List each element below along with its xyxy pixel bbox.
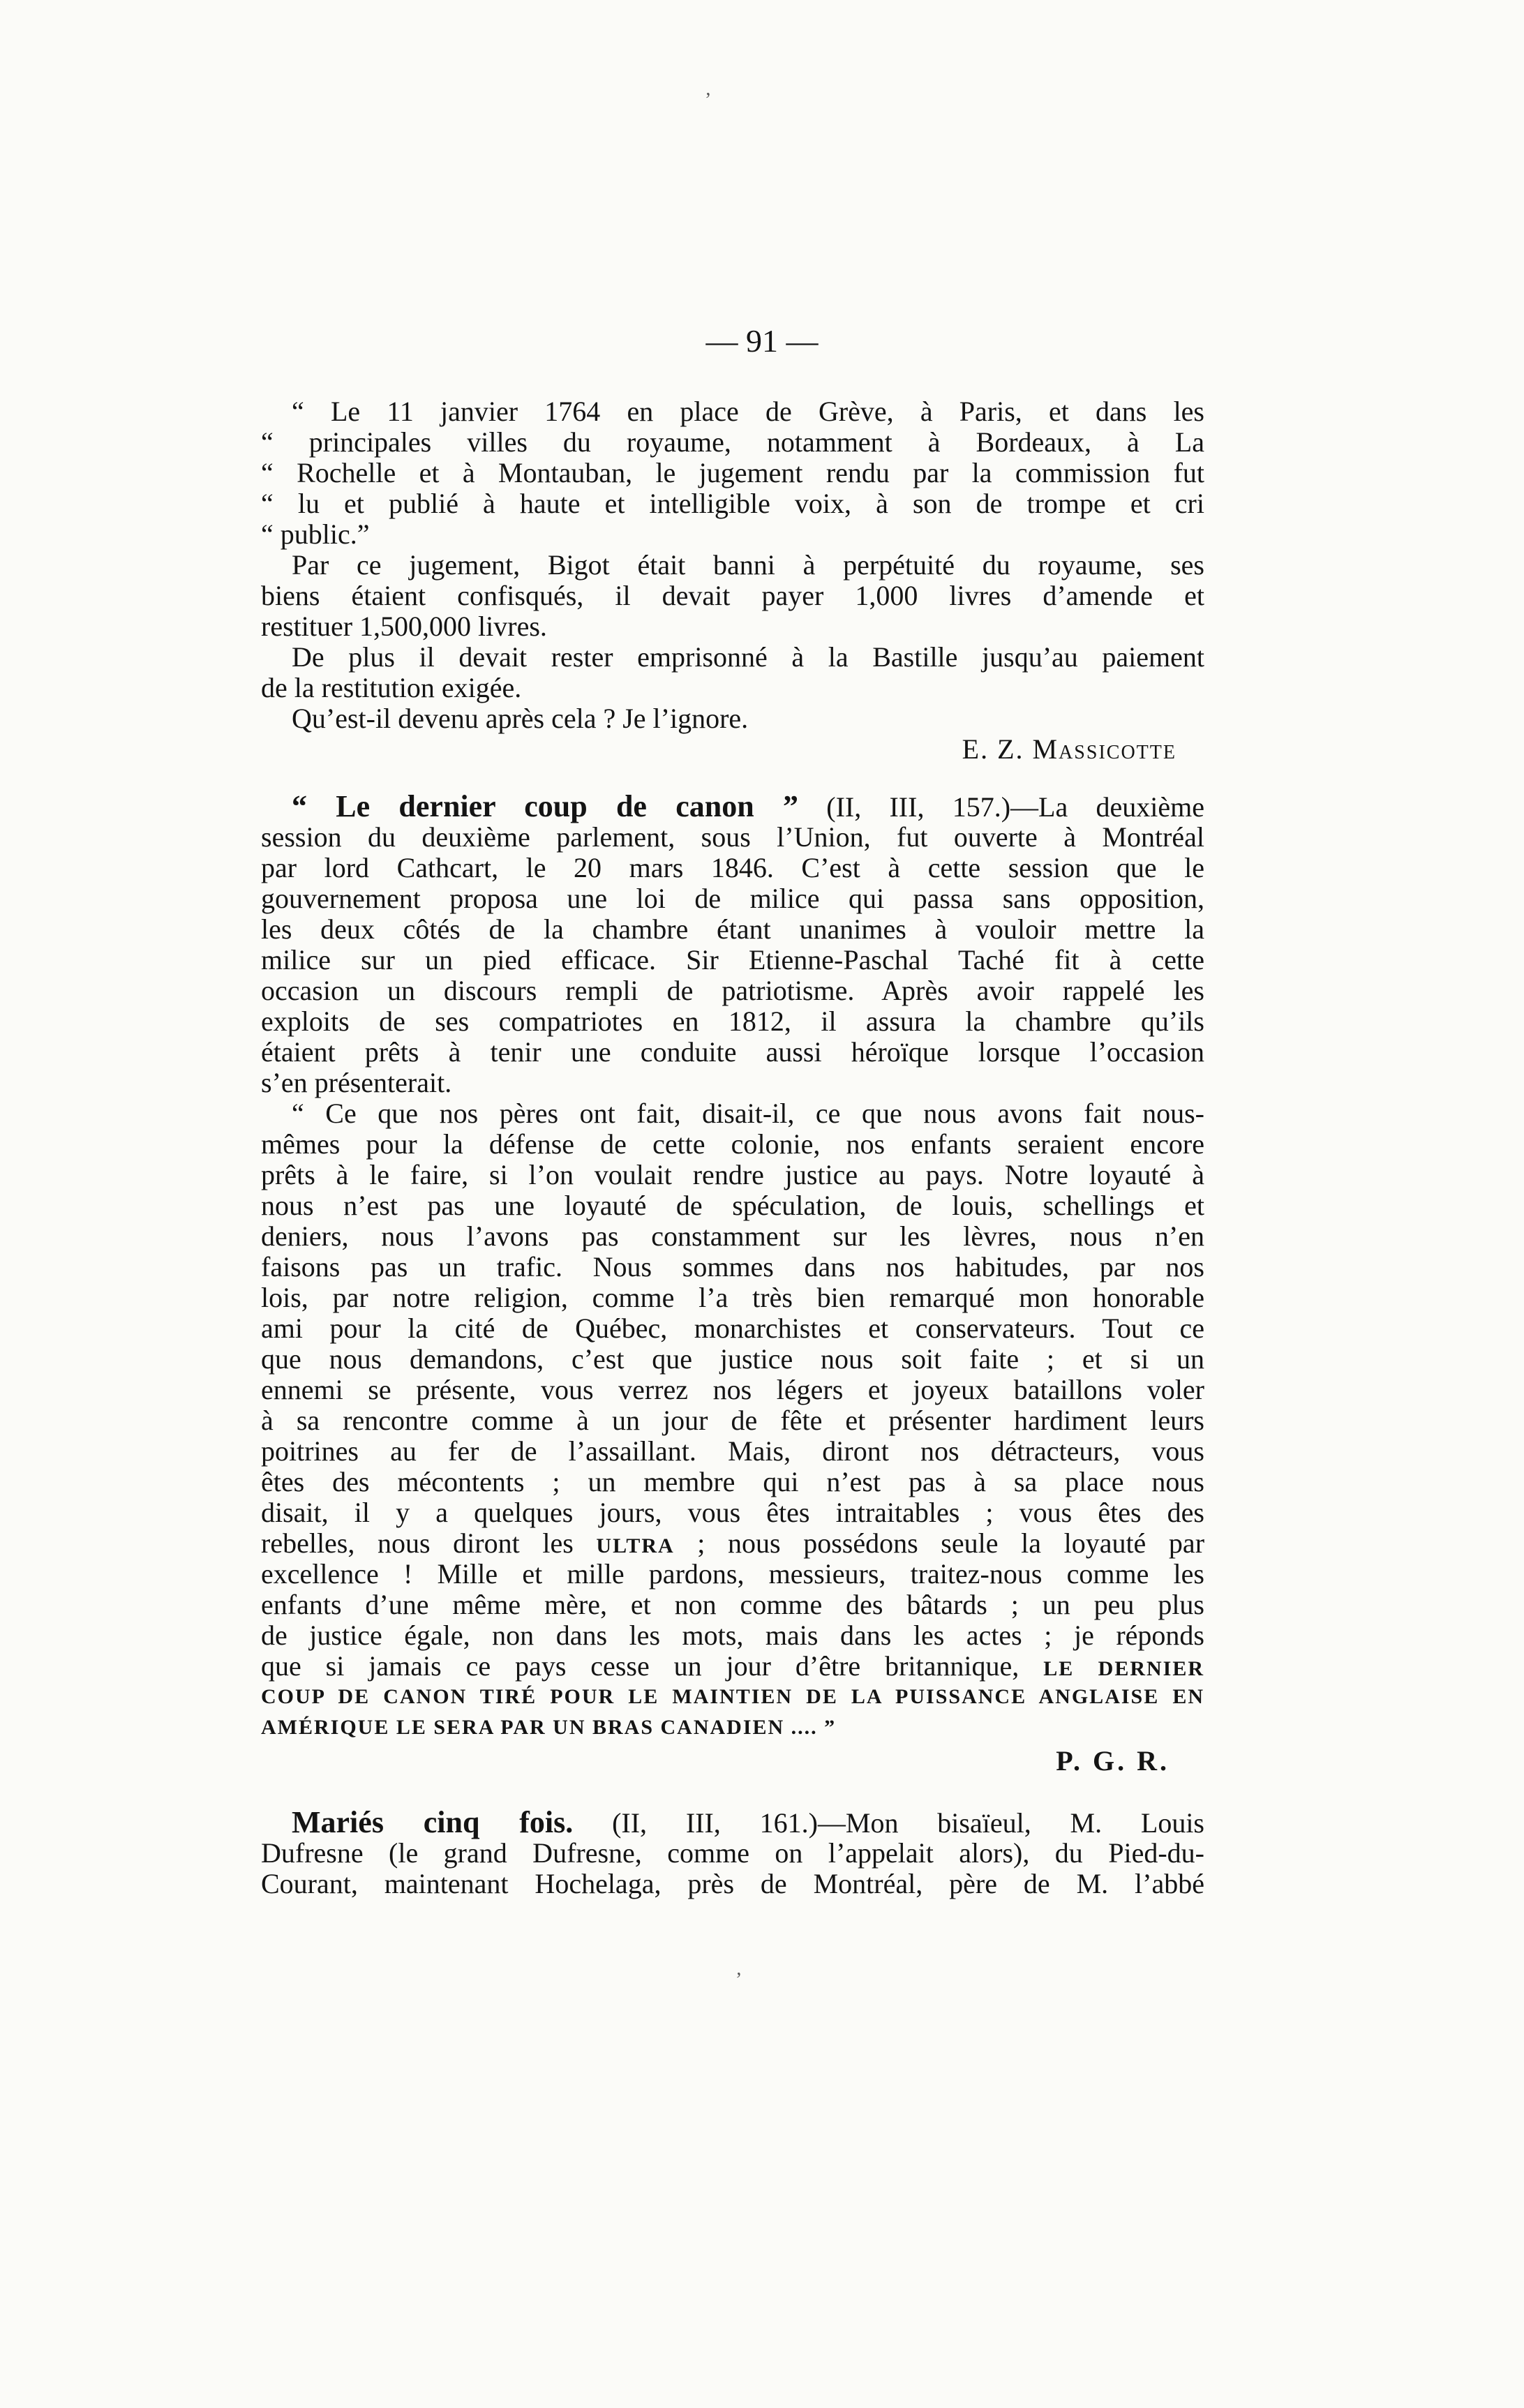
paragraph-line: occasion un discours rempli de patriotisme. Après avoir rappelé les bbox=[261, 975, 1204, 1006]
article-heading: “ Le dernier coup de canon ” bbox=[292, 789, 798, 823]
quote-fragment: rebelles, nous diront les bbox=[261, 1527, 574, 1559]
paragraph-line: Dufresne (le grand Dufresne, comme on l’appelait alors), du Pied-du- bbox=[261, 1837, 1204, 1869]
paragraph-line: restituer 1,500,000 livres. bbox=[261, 611, 547, 642]
quote-line: “ Ce que nos pères ont fait, disait-il, ce que nous avons fait nous- bbox=[292, 1098, 1204, 1129]
quote-line: disait, il y a quelques jours, vous êtes intraitables ; vous êtes des bbox=[261, 1497, 1204, 1528]
ink-speck: ʼ bbox=[735, 1969, 742, 1991]
paragraph-line: biens étaient confisqués, il devait payer 1,000 livres d’amende et bbox=[261, 580, 1204, 611]
quote-line: prêts à le faire, si l’on voulait rendre justice au pays. Notre loyauté à bbox=[261, 1159, 1204, 1190]
quote-line: mêmes pour la défense de cette colonie, nos enfants seraient encore bbox=[261, 1128, 1204, 1160]
paragraph-line: Par ce jugement, Bigot était banni à perpétuité du royaume, ses bbox=[292, 549, 1204, 581]
paragraph-line: étaient prêts à tenir une conduite aussi héroïque lorsque l’occasion bbox=[261, 1036, 1204, 1068]
article-heading-line bbox=[261, 791, 1204, 822]
author-signature: P. G. R. bbox=[1056, 1745, 1170, 1777]
paragraph-line: de la restitution exigée. bbox=[261, 672, 522, 703]
paragraph-line: gouvernement proposa une loi de milice qui passa sans opposition, bbox=[261, 883, 1204, 914]
article-reference: (II, III, 157.)—La deuxième bbox=[826, 791, 1204, 823]
quote-line: “ lu et publié à haute et intelligible voix, à son de trompe et cri bbox=[261, 488, 1204, 519]
paragraph-line: De plus il devait rester emprisonné à la Bastille jusqu’au paiement bbox=[292, 641, 1204, 673]
quote-fragment: ; nous possédons seule la loyauté par bbox=[697, 1527, 1205, 1559]
paragraph-line: par lord Cathcart, le 20 mars 1846. C’est à cette session que le bbox=[261, 852, 1204, 883]
article-2-text bbox=[261, 791, 1204, 1777]
article-1-text bbox=[261, 396, 1204, 765]
quote-line: “ Le 11 janvier 1764 en place de Grève, à Paris, et dans les bbox=[292, 396, 1204, 427]
author-signature: E. Z. Massicotte bbox=[962, 733, 1176, 765]
quote-line: lois, par notre religion, comme l’a très bien remarqué mon honorable bbox=[261, 1282, 1204, 1313]
article-reference: (II, III, 161.)—Mon bisaïeul, M. Louis bbox=[612, 1807, 1204, 1839]
quote-line: deniers, nous l’avons pas constamment sur les lèvres, nous n’en bbox=[261, 1220, 1204, 1252]
article-3-text bbox=[261, 1807, 1204, 1899]
quote-fragment: que si jamais ce pays cesse un jour d’être britannique, bbox=[261, 1650, 1019, 1682]
quote-line: ennemi se présente, vous verrez nos légers et joyeux bataillons voler bbox=[261, 1374, 1204, 1405]
quote-caps-line: AMÉRIQUE LE SERA PAR UN BRAS CANADIEN .... ” bbox=[261, 1716, 837, 1739]
paragraph-line: Qu’est-il devenu après cela ? Je l’ignore. bbox=[292, 703, 749, 734]
paragraph-line: milice sur un pied efficace. Sir Etienne-Paschal Taché fit à cette bbox=[261, 944, 1204, 975]
quote-line: enfants d’une même mère, et non comme des bâtards ; un peu plus bbox=[261, 1589, 1204, 1620]
quote-line: ami pour la cité de Québec, monarchistes et conservateurs. Tout ce bbox=[261, 1313, 1204, 1344]
page-number: — 91 — bbox=[705, 323, 819, 359]
quote-line bbox=[261, 1651, 1204, 1682]
quote-line: que nous demandons, c’est que justice nous soit faite ; et si un bbox=[261, 1343, 1204, 1375]
quote-line: à sa rencontre comme à un jour de fête et présenter hardiment leurs bbox=[261, 1405, 1204, 1436]
quote-line: “ principales villes du royaume, notamment à Bordeaux, à La bbox=[261, 426, 1204, 458]
quote-line: êtes des mécontents ; un membre qui n’est pas à sa place nous bbox=[261, 1466, 1204, 1497]
ultra-word: ULTRA bbox=[596, 1534, 675, 1557]
quote-caps-fragment: LE DERNIER bbox=[1043, 1657, 1205, 1680]
quote-line: excellence ! Mille et mille pardons, messieurs, traitez-nous comme les bbox=[261, 1558, 1204, 1590]
quote-line: “ public.” bbox=[261, 518, 370, 550]
quote-line: nous n’est pas une loyauté de spéculation, de louis, schellings et bbox=[261, 1190, 1204, 1221]
article-heading-line bbox=[261, 1807, 1204, 1838]
quote-line: de justice égale, non dans les mots, mais dans les actes ; je réponds bbox=[261, 1620, 1204, 1651]
paragraph-line: exploits de ses compatriotes en 1812, il assura la chambre qu’ils bbox=[261, 1005, 1204, 1037]
paragraph-line: les deux côtés de la chambre étant unanimes à vouloir mettre la bbox=[261, 913, 1204, 945]
quote-caps-line: COUP DE CANON TIRÉ POUR LE MAINTIEN DE LA PUISSANCE ANGLAISE EN bbox=[261, 1685, 1204, 1708]
paragraph-line: Courant, maintenant Hochelaga, près de Montréal, père de M. l’abbé bbox=[261, 1868, 1204, 1899]
paragraph-line: session du deuxième parlement, sous l’Union, fut ouverte à Montréal bbox=[261, 821, 1204, 853]
quote-line bbox=[261, 1528, 1204, 1559]
quote-line: “ Rochelle et à Montauban, le jugement rendu par la commission fut bbox=[261, 457, 1204, 488]
ink-speck: ʼ bbox=[705, 89, 712, 111]
quote-line: faisons pas un trafic. Nous sommes dans nos habitudes, par nos bbox=[261, 1251, 1204, 1282]
paragraph-line: s’en présenterait. bbox=[261, 1067, 452, 1098]
quote-line: poitrines au fer de l’assaillant. Mais, diront nos détracteurs, vous bbox=[261, 1435, 1204, 1467]
article-heading: Mariés cinq fois. bbox=[292, 1805, 574, 1839]
